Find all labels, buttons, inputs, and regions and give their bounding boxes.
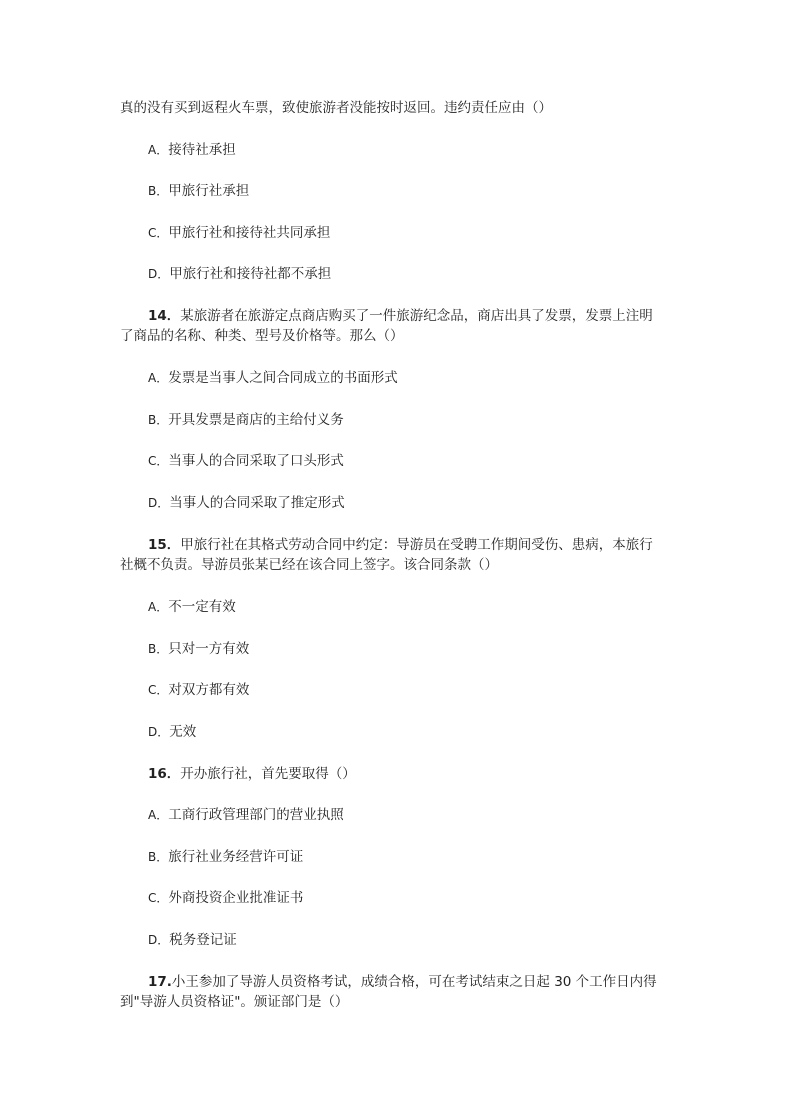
question-number: 15． xyxy=(148,537,181,553)
q14-option-b xyxy=(148,410,708,430)
option-letter: B． xyxy=(148,850,169,864)
q14-option-d xyxy=(148,493,708,513)
option-letter: D． xyxy=(148,725,170,739)
option-text: 当事人的合同采取了推定形式 xyxy=(169,495,345,511)
question-16-line-1 xyxy=(120,764,680,784)
option-letter: B． xyxy=(148,184,169,198)
q15-option-a xyxy=(148,597,708,617)
q13-option-b xyxy=(148,181,708,201)
q16-option-a xyxy=(148,805,708,825)
option-text: 甲旅行社和接待社都不承担 xyxy=(169,266,332,282)
q13-option-a xyxy=(148,140,708,160)
option-text: 发票是当事人之间合同成立的书面形式 xyxy=(168,370,398,386)
option-text: 无效 xyxy=(169,724,197,740)
question-17-line-1 xyxy=(120,972,680,992)
question-14-line-2: 了商品的名称、种类、型号及价格等。那么（） xyxy=(120,328,404,344)
option-letter: C． xyxy=(148,454,169,468)
option-letter: A． xyxy=(148,143,169,157)
option-text: 对双方都有效 xyxy=(168,682,250,698)
option-letter: D． xyxy=(148,267,170,281)
option-text: 甲旅行社承担 xyxy=(168,183,250,199)
q16-option-d xyxy=(148,930,708,950)
q15-option-c xyxy=(148,680,708,700)
q14-option-a xyxy=(148,368,708,388)
option-letter: A． xyxy=(148,371,169,385)
option-text: 税务登记证 xyxy=(169,932,237,948)
option-text: 工商行政管理部门的营业执照 xyxy=(168,807,344,823)
question-13-text: 真的没有买到返程火车票，致使旅游者没能按时返回。违约责任应由（） xyxy=(120,100,552,116)
option-letter: A． xyxy=(148,808,169,822)
option-text: 只对一方有效 xyxy=(168,641,250,657)
question-14-line-1 xyxy=(120,306,680,326)
option-letter: B． xyxy=(148,642,169,656)
question-text: 开办旅行社，首先要取得（） xyxy=(180,766,356,782)
question-17-line-2: 到"导游人员资格证"。颁证部门是（） xyxy=(120,994,349,1010)
option-letter: C． xyxy=(148,891,169,905)
q16-option-c xyxy=(148,888,708,908)
q13-option-d xyxy=(148,264,708,284)
option-text: 旅行社业务经营许可证 xyxy=(168,849,304,865)
option-text: 接待社承担 xyxy=(168,142,236,158)
question-number: 16． xyxy=(148,766,181,782)
option-text: 不一定有效 xyxy=(168,599,236,615)
option-text: 外商投资企业批准证书 xyxy=(168,890,304,906)
q15-option-d xyxy=(148,722,708,742)
option-text: 当事人的合同采取了口头形式 xyxy=(168,453,344,469)
option-letter: C． xyxy=(148,683,169,697)
q15-option-b xyxy=(148,639,708,659)
question-15-line-2: 社概不负责。导游员张某已经在该合同上签字。该合同条款（） xyxy=(120,557,498,573)
option-letter: D． xyxy=(148,933,170,947)
q14-option-c xyxy=(148,451,708,471)
question-number: 14． xyxy=(148,308,181,324)
question-15-line-1 xyxy=(120,535,680,555)
option-letter: D． xyxy=(148,496,170,510)
option-text: 开具发票是商店的主给付义务 xyxy=(168,412,344,428)
option-letter: A． xyxy=(148,600,169,614)
option-text: 甲旅行社和接待社共同承担 xyxy=(168,225,331,241)
question-text: 小王参加了导游人员资格考试，成绩合格，可在考试结束之日起 30 个工作日内得 xyxy=(171,974,657,990)
question-number: 17. xyxy=(148,974,172,990)
q16-option-b xyxy=(148,847,708,867)
option-letter: C． xyxy=(148,226,169,240)
question-text: 某旅游者在旅游定点商店购买了一件旅游纪念品，商店出具了发票，发票上注明 xyxy=(180,308,653,324)
option-letter: B． xyxy=(148,413,169,427)
q13-option-c xyxy=(148,223,708,243)
question-text: 甲旅行社在其格式劳动合同中约定：导游员在受聘工作期间受伤、患病，本旅行 xyxy=(180,537,653,553)
